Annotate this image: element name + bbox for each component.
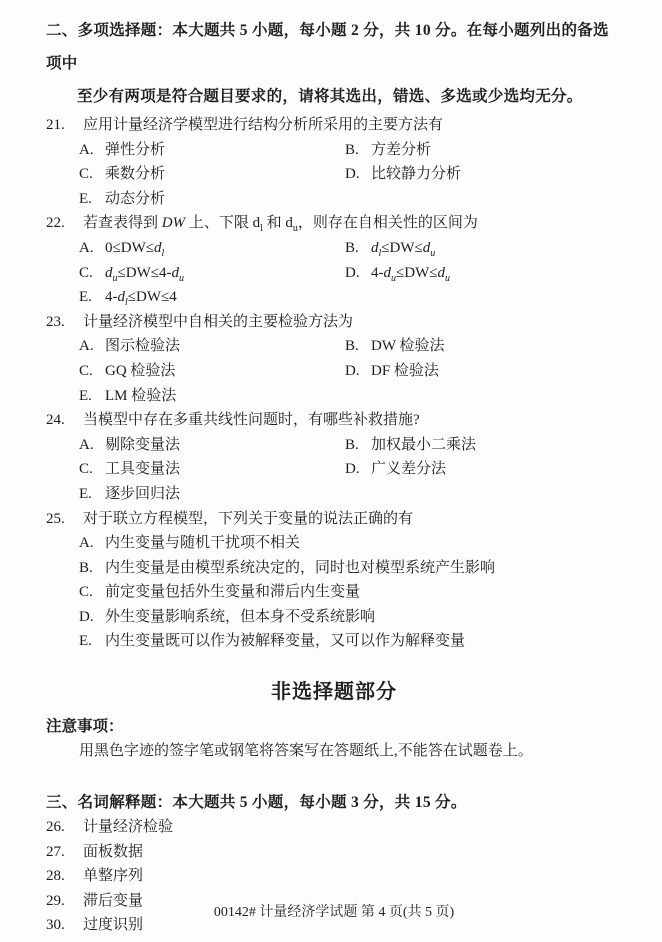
option-label: E.: [79, 485, 92, 502]
question-number: 24.: [46, 412, 65, 429]
option-label: A.: [79, 239, 94, 256]
page-footer: 00142# 计量经济学试题 第 4 页(共 5 页): [213, 905, 455, 920]
option-label: E.: [79, 190, 92, 207]
option-23-d: [345, 359, 622, 384]
option-text: 图示检验法: [105, 338, 181, 355]
question-25: [46, 507, 622, 655]
option-text: $4-d_u\le DW\le d_u$: [371, 264, 450, 284]
option-text: $d_l\le DW\le d_u$: [371, 239, 436, 259]
question-22-options: [46, 236, 622, 310]
question-25-stem: [46, 507, 622, 532]
option-label: C.: [79, 264, 93, 281]
term-text: 单整序列: [83, 868, 144, 885]
option-label: D.: [345, 362, 360, 379]
option-label: E.: [79, 387, 92, 404]
option-text: $0\le DW\le d_l$: [105, 239, 165, 259]
option-21-a: [79, 138, 345, 163]
question-number: 29.: [46, 892, 65, 909]
option-24-c: [79, 457, 345, 482]
option-text: 比较静力分析: [371, 166, 462, 183]
question-stem-text: 当模型中存在多重共线性问题时，有哪些补救措施?: [83, 412, 420, 429]
term-text: 滞后变量: [83, 892, 144, 909]
option-text: 广义差分法: [371, 461, 447, 478]
option-label: C.: [79, 461, 93, 478]
option-text: 弹性分析: [105, 141, 166, 158]
option-text: 工具变量法: [105, 461, 181, 478]
question-23-stem: [46, 310, 622, 335]
question-21-stem: [46, 113, 622, 138]
option-text: GQ 检验法: [105, 362, 176, 379]
question-21-options: [46, 138, 622, 212]
option-label: B.: [345, 239, 359, 256]
option-23-c: [79, 359, 345, 384]
question-stem-text: 对于联立方程模型，下列关于变量的说法正确的有: [83, 510, 414, 527]
option-text: 乘数分析: [105, 166, 166, 183]
option-text: 逐步回归法: [105, 485, 181, 502]
non-choice-part-title: 非选择题部分: [271, 681, 397, 704]
question-number: 27.: [46, 843, 65, 860]
question-22: [46, 211, 622, 309]
option-label: C.: [79, 584, 93, 601]
question-23: [46, 310, 622, 408]
option-21-c: [79, 162, 345, 187]
term-text: 过度识别: [83, 917, 144, 934]
option-label: A.: [79, 535, 94, 552]
question-number: 30.: [46, 917, 65, 934]
section-two-heading-line2: 至少有两项是符合题目要求的，请将其选出，错选、多选或少选均无分。: [77, 88, 583, 105]
option-label: B.: [345, 436, 359, 453]
notes-body: 用黑色字迹的签字笔或钢笔将答案写在答题纸上,不能答在试题卷上。: [79, 743, 533, 760]
option-21-b: [345, 138, 622, 163]
option-label: A.: [79, 436, 94, 453]
section-three-heading: 三、名词解释题：本大题共 5 小题，每小题 3 分，共 15 分。: [46, 794, 467, 812]
question-stem-text: 应用计量经济学模型进行结构分析所采用的主要方法有: [83, 117, 444, 133]
option-label: B.: [345, 338, 359, 355]
option-25-d: [79, 605, 622, 630]
option-label: C.: [79, 166, 93, 183]
option-text: $4-d_l\le DW\le 4$: [105, 289, 177, 309]
option-text: 前定变量包括外生变量和滞后内生变量: [105, 584, 361, 601]
option-label: B.: [79, 559, 93, 576]
option-24-a: [79, 433, 345, 458]
option-25-b: [79, 556, 622, 581]
question-28: [46, 864, 622, 889]
option-text: 动态分析: [105, 190, 166, 207]
option-21-e: [79, 187, 345, 212]
question-stem-text: 若查表得到 DW 上、下限 $d_l$ 和 $d_u$，则存在自相关性的区间为: [83, 215, 478, 235]
question-number: 26.: [46, 819, 65, 836]
question-25-options: [46, 531, 622, 654]
question-24-stem: [46, 408, 622, 433]
option-label: D.: [345, 461, 360, 478]
option-label: D.: [345, 166, 360, 183]
option-22-b: [345, 236, 622, 261]
section-two-heading-line1: 二、多项选择题：本大题共 5 小题，每小题 2 分，共 10 分。在每小题列出的备选项中: [46, 22, 609, 72]
option-label: A.: [79, 141, 94, 158]
notes-heading: 注意事项：: [46, 718, 124, 736]
option-text: $d_u\le DW\le 4-d_u$: [105, 264, 184, 284]
option-text: LM 检验法: [105, 387, 177, 404]
question-number: 23.: [46, 313, 65, 330]
section-two-heading: [46, 14, 622, 113]
option-label: E.: [79, 289, 92, 306]
option-24-e: [79, 482, 345, 507]
option-25-c: [79, 580, 622, 605]
option-label: D.: [79, 608, 94, 625]
question-27: [46, 840, 622, 865]
question-26: [46, 815, 622, 840]
option-22-d: [345, 261, 622, 286]
question-24-options: [46, 433, 622, 507]
question-number: 25.: [46, 510, 65, 527]
option-25-a: [79, 531, 622, 556]
option-22-e: [79, 285, 345, 310]
option-22-a: [79, 236, 345, 261]
option-text: 加权最小二乘法: [371, 436, 477, 453]
option-text: DF 检验法: [371, 362, 439, 379]
option-25-e: [79, 629, 622, 654]
option-label: A.: [79, 338, 94, 355]
question-number: 21.: [46, 117, 65, 133]
option-24-b: [345, 433, 622, 458]
option-23-b: [345, 334, 622, 359]
option-text: DW 检验法: [371, 338, 445, 355]
option-21-d: [345, 162, 622, 187]
option-label: C.: [79, 362, 93, 379]
option-label: B.: [345, 141, 359, 158]
option-22-c: [79, 261, 345, 286]
question-stem-text: 计量经济模型中自相关的主要检验方法为: [83, 313, 354, 330]
option-24-d: [345, 457, 622, 482]
option-text: 方差分析: [371, 141, 432, 158]
question-number: 22.: [46, 215, 65, 232]
option-23-a: [79, 334, 345, 359]
option-text: 内生变量与随机干扰项不相关: [105, 535, 301, 552]
option-text: 内生变量既可以作为被解释变量，又可以作为解释变量: [105, 633, 466, 650]
option-text: 内生变量是由模型系统决定的，同时也对模型系统产生影响: [105, 559, 496, 576]
term-text: 面板数据: [83, 843, 144, 860]
option-23-e: [79, 384, 345, 409]
term-text: 计量经济检验: [83, 819, 174, 836]
option-text: 剔除变量法: [105, 436, 181, 453]
question-24: [46, 408, 622, 506]
option-label: D.: [345, 264, 360, 281]
question-23-options: [46, 334, 622, 408]
question-number: 28.: [46, 868, 65, 885]
option-label: E.: [79, 633, 92, 650]
question-22-stem: [46, 211, 622, 236]
question-21: [46, 113, 622, 211]
option-text: 外生变量影响系统，但本身不受系统影响: [105, 608, 376, 625]
